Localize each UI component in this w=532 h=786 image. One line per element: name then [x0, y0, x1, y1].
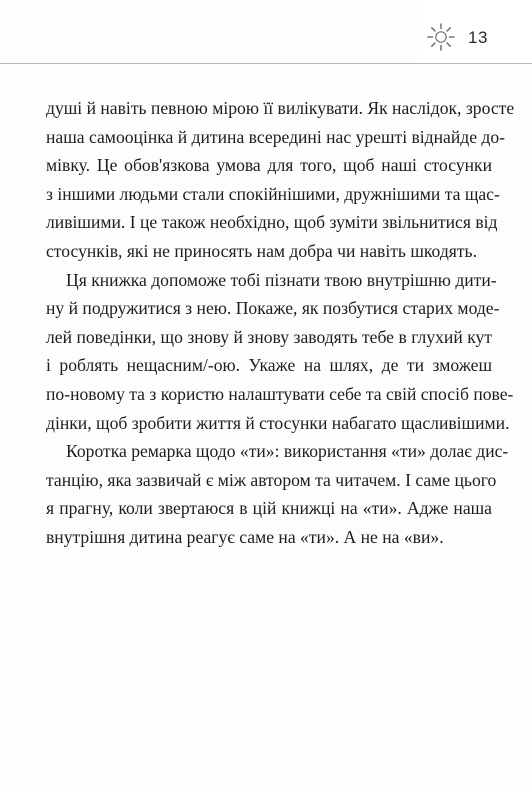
- text-line: ну й подружитися з нею. Покаже, як позбутися старих моде-: [46, 298, 500, 319]
- page-number: 13: [468, 28, 488, 47]
- text-line: душі й навіть певною мірою її вилікувати. Як наслідок, зросте: [46, 98, 515, 118]
- text-line: лей поведінки, що знову й знову заводять тебе в глухий кут: [46, 326, 492, 347]
- sun-icon: [426, 22, 456, 52]
- text-line: внутрішня дитина реагує саме на «ти». А не на «ви».: [46, 526, 444, 547]
- body-text: [46, 94, 515, 552]
- text-line: наша самооцінка й дитина всередині нас урешті віднайде до-: [46, 126, 506, 147]
- text-line: танцію, яка зазвичай є між автором та читачем. І саме цього: [46, 469, 497, 490]
- text-line: ливішими. І це також необхідно, щоб зуміти звільнитися від: [46, 212, 498, 233]
- paragraph: [46, 266, 514, 438]
- header-rule: [0, 63, 532, 64]
- text-line: мівку. Це обов'язкова умова для того, щоб наші стосунки: [46, 155, 492, 176]
- paragraph: [46, 94, 515, 266]
- text-line: Коротка ремарка щодо «ти»: використання «ти» долає дис-: [66, 441, 509, 462]
- text-line: дінки, щоб зробити життя й стосунки набагато щасливішими.: [46, 412, 510, 433]
- text-line: з іншими людьми стали спокійнішими, дружнішими та щас-: [46, 183, 500, 204]
- text-line: Ця книжка допоможе тобі пізнати твою внутрішню дити-: [66, 269, 497, 290]
- text-line: стосунків, які не приносять нам добра чи навіть шкодять.: [46, 240, 477, 261]
- paragraph: [46, 437, 509, 551]
- text-line: я прагну, коли звертаюся в цій книжці на «ти». Адже наша: [46, 498, 492, 519]
- text-line: по-новому та з користю налаштувати себе та свій спосіб пове-: [46, 383, 514, 404]
- text-line: і роблять нещасним/-ою. Укаже на шлях, де ти зможеш: [46, 355, 492, 376]
